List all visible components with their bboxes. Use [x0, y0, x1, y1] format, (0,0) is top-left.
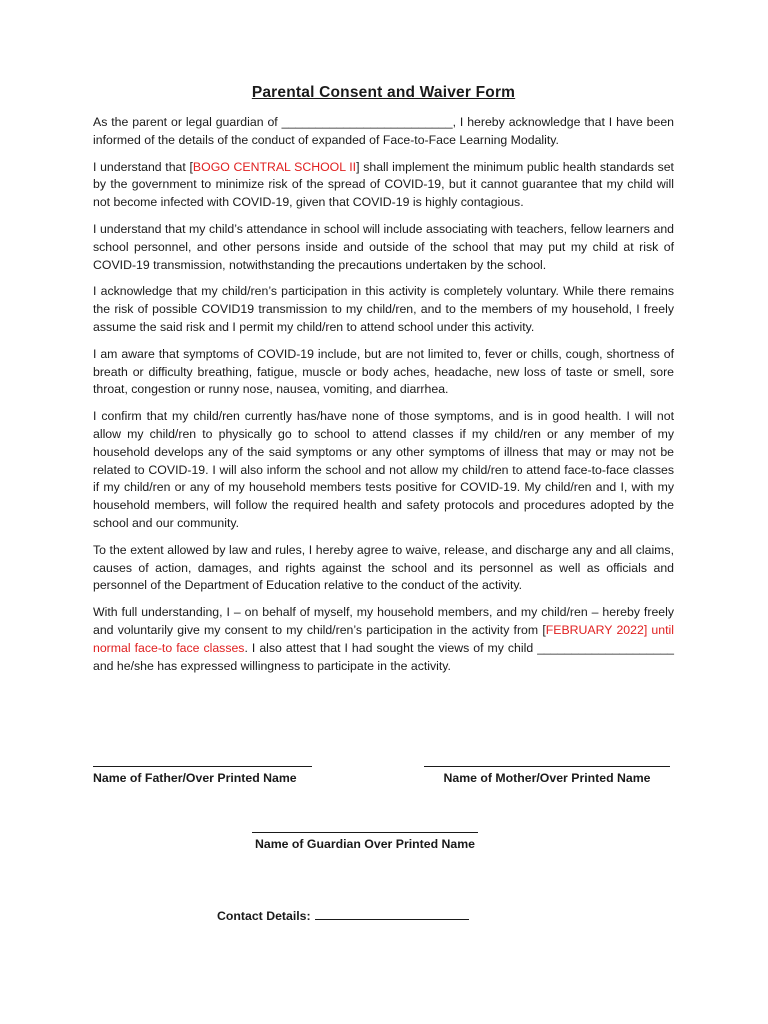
- paragraph-symptoms: I am aware that symptoms of COVID-19 include, but are not limited to, fever or chills, cough, shortness of breath or difficulty breathing, fatigue, muscle or body aches, headache, new loss of taste or smell, sore throat, congestion or runny nose, nausea, vomiting, and diarrhea.: [93, 346, 674, 397]
- father-signature-block: [93, 766, 312, 785]
- mother-name-label: Name of Mother/Over Printed Name: [443, 771, 651, 785]
- paragraph-acknowledgement: As the parent or legal guardian of _________________________, I hereby acknowledge that I have been informed of the details of the conduct of expanded of Face-to-Face Learning Modality.: [93, 115, 674, 147]
- contact-details: [217, 909, 469, 923]
- paragraph-voluntary: I acknowledge that my child/ren’s participation in this activity is completely voluntary. While there remains the risk of possible COVID19 transmission to my child/ren, and to the members of my household, I freely assume the said risk and I permit my child/ren to attend school under this activity.: [93, 284, 674, 334]
- contact-details-field[interactable]: [315, 909, 469, 920]
- mother-signature-line[interactable]: [424, 766, 670, 767]
- consent-period: FEBRUARY 2022] until normal face-to face classes: [93, 622, 674, 655]
- guardian-signature-line[interactable]: [252, 832, 478, 833]
- p8-text-a: With full understanding, I – on behalf of myself, my household members, and my child/ren – hereby freely and voluntarily give my consent to my child/ren’s participation in the activity from [: [93, 605, 674, 637]
- form-title: Parental Consent and Waiver Form: [251, 84, 516, 101]
- p2-text-a: I understand that [: [93, 159, 193, 174]
- paragraph-confirmation: I confirm that my child/ren currently has/have none of those symptoms, and is in good health. I will not allow my child/ren to physically go to school to attend classes if my child/ren or any member of my household develops any of the said symptoms or any other symptoms of illness that may or may not be related to COVID-19. I will also inform the school and not allow my child/ren to attend face-to-face classes if my child/ren or any of my household members tests positive for COVID-19. My child/ren and I, with my household members, will follow the required health and safety protocols and procedures adopted by the school and our community.: [93, 409, 674, 530]
- contact-details-label: Contact Details:: [217, 909, 311, 923]
- guardian-signature-block: [252, 832, 478, 851]
- father-name-label: Name of Father/Over Printed Name: [93, 771, 297, 785]
- paragraph-consent: [93, 604, 674, 675]
- father-signature-line[interactable]: [93, 766, 312, 767]
- school-name: BOGO CENTRAL SCHOOL II: [192, 159, 357, 174]
- paragraph-attendance-risk: I understand that my child’s attendance in school will include associating with teachers, fellow learners and school personnel, and other persons inside and outside of the school that may put my child at risk of COVID-19 transmission, notwithstanding the precautions undertaken by the school.: [93, 221, 674, 272]
- mother-signature-block: [424, 766, 670, 785]
- p2-text-b: ] shall implement the minimum public health standards set by the government to minimize risk of the spread of COVID-19, but it cannot guarantee that my child will not become infected with COVID-19, given that COVID-19 is highly contagious.: [93, 159, 674, 210]
- paragraph-waiver: To the extent allowed by law and rules, I hereby agree to waive, release, and discharge any and all claims, causes of action, damages, and rights against the school and its personnel as well as officials and personnel of the Department of Education relative to the conduct of the activity.: [93, 542, 674, 593]
- paragraph-health-standards: [93, 159, 674, 212]
- p8-text-b: . I also attest that I had sought the views of my child ____________________ and he/she has expressed willingness to participate in the activity.: [93, 640, 674, 673]
- guardian-name-label: Name of Guardian Over Printed Name: [254, 837, 476, 851]
